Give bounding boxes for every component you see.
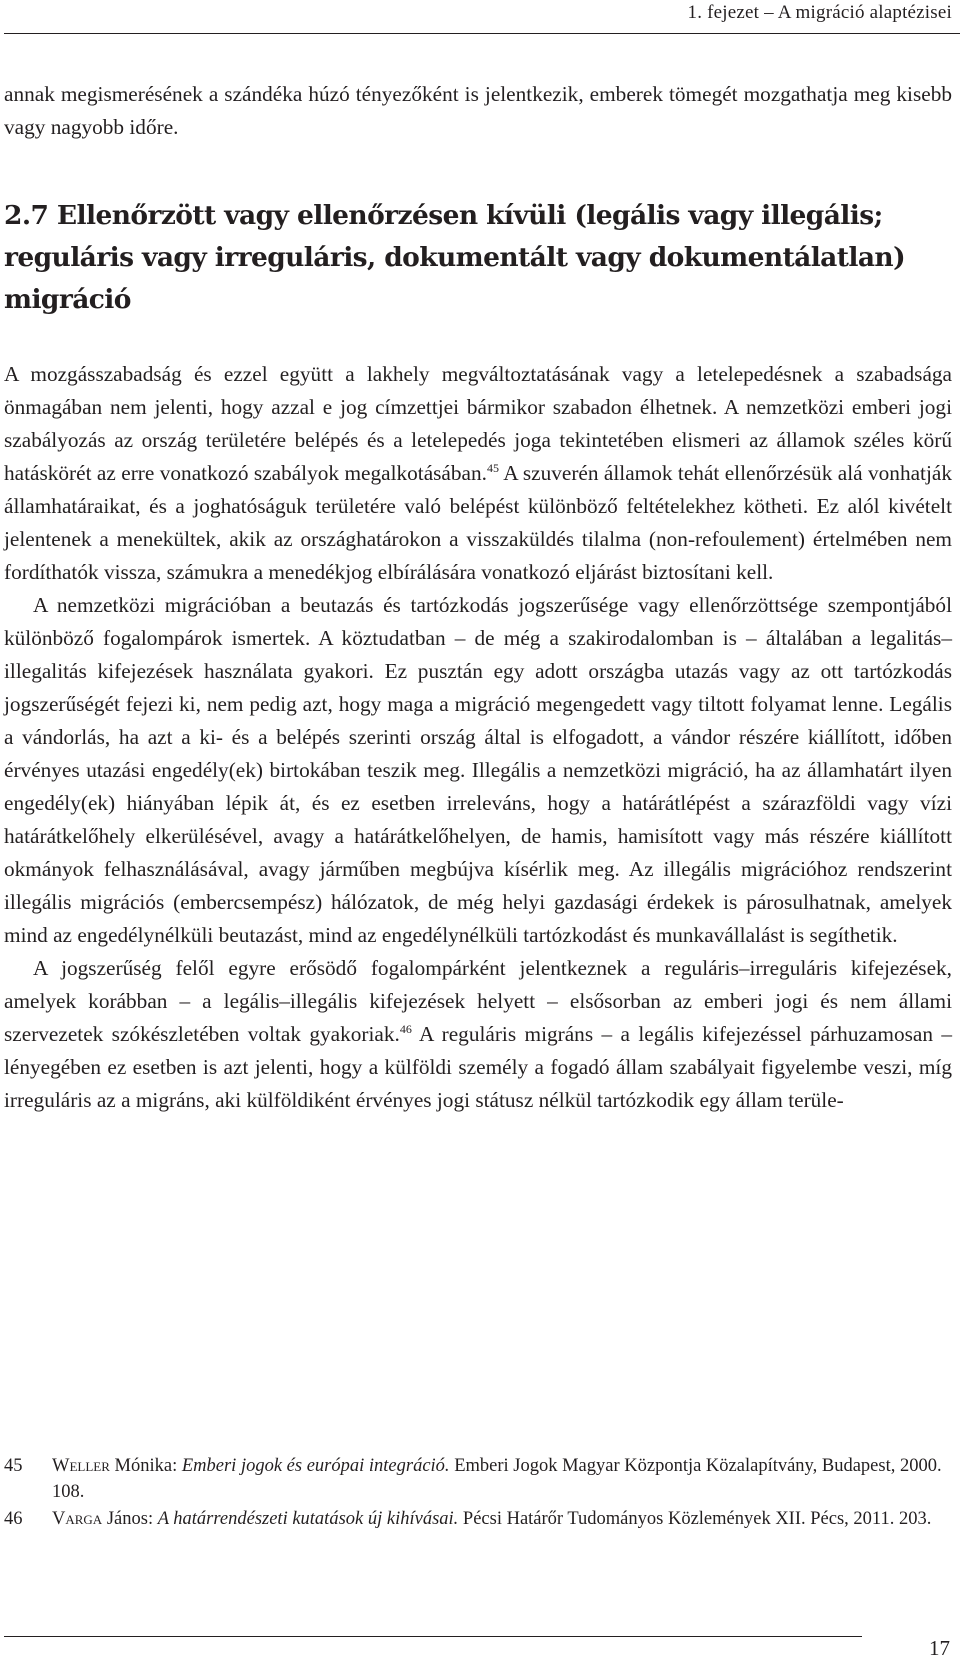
footer-rule: [4, 1636, 862, 1637]
footnote-number: 46: [4, 1509, 23, 1529]
page-number: 17: [929, 1636, 950, 1660]
footnote-title: A határrendészeti kutatások új kihívásai.: [157, 1509, 459, 1529]
footnote-publication: Pécsi Határőr Tudományos Közlemények XII. Pécs, 2011. 203.: [458, 1509, 932, 1529]
footnote-number: 45: [4, 1456, 23, 1476]
header-rule: [4, 33, 960, 34]
intro-paragraph: annak megismerésének a szándéka húzó tényezőként is jelentkezik, emberek tömegét mozgathatja meg kisebb vagy nagyobb időre.: [4, 82, 952, 139]
running-header: [0, 0, 960, 36]
paragraph-3-text-a: A jogszerűség felől egyre erősödő fogalompárként jelentkeznek a reguláris–irreguláris kifejezések, amelyek korábban – a legális–illegális kifejezések helyett – elsősorban az emberi jogi és nem állami szervezetek szókészletében voltak gyakoriak.: [4, 956, 952, 1046]
paragraph-1: [4, 358, 952, 589]
paragraph-3-text-b: A reguláris migráns – a legális kifejezéssel párhuzamosan – lényegében ez esetben is azt jelenti, hogy a külföldi személy a fogadó állam szabályait figyelembe veszi, míg irreguláris az a migráns, aki külföldiként érvényes jogi státusz nélkül tartózkodik egy állam terüle-: [4, 1022, 952, 1112]
paragraph-1-text-a: A mozgásszabadság és ezzel együtt a lakhely megváltoztatásának vagy a letelepedésnek a szabadsága önmagában nem jelenti, hogy azzal e jog címzettjei bármikor szabadon élhetnek. A nemzetközi emberi jogi szabályozás az ország területére belépés és a letelepedés joga tekintetében elismeri az államok széles körű hatáskörét az erre vonatkozó szabályok megalkotásában.: [4, 362, 952, 485]
footnote-author-surname: Varga: [52, 1509, 103, 1529]
footnote-45: [4, 1453, 952, 1505]
footnote-author-given: Mónika:: [109, 1456, 182, 1476]
section-heading: 2.7 Ellenőrzött vagy ellenőrzésen kívüli (legális vagy illegális; reguláris vagy irreguláris, dokumentált vagy dokumentálatlan) migráció: [4, 200, 906, 315]
running-title: 1. fejezet – A migráció alaptézisei: [687, 2, 952, 23]
footnote-author-surname: Weller: [52, 1456, 110, 1476]
footnote-ref-45[interactable]: 45: [486, 461, 499, 475]
footnote-ref-46[interactable]: 46: [399, 1022, 412, 1036]
footnote-author-given: János:: [102, 1509, 158, 1529]
footnote-title: Emberi jogok és európai integráció.: [181, 1456, 450, 1476]
footnote-publication: Emberi Jogok Magyar Központja Közalapítvány, Budapest, 2000. 108.: [52, 1456, 942, 1502]
paragraph-1-text-b: A szuverén államok tehát ellenőrzésük alá vonhatják államhatáraikat, és a joghatóságuk területére való belépést különböző feltételekhez kötheti. Ez alól kivételt jelentenek a menekültek, akik az országhatárokon a visszaküldés tilalma (non-refoulement) értelmében nem fordíthatók vissza, számukra a menedékjog elbírálására vonatkozó eljárást biztosítani kell.: [4, 461, 952, 584]
paragraph-3: [4, 952, 952, 1117]
footnote-46: [4, 1506, 952, 1532]
paragraph-2: A nemzetközi migrációban a beutazás és tartózkodás jogszerűsége vagy ellenőrzöttsége szempontjából különböző fogalompárok ismertek. A köztudatban – de még a szakirodalomban is – általában a legalitás–illegalitás kifejezések használata gyakori. Ez pusztán egy adott országba utazás vagy az ott tartózkodás jogszerűségét fejezi ki, nem pedig azt, hogy maga a migráció megengedett vagy tiltott folyamat lenne. Legális a vándorlás, ha azt a ki- és a belépés szerinti ország által is elfogadott, a vándor részére kiállított, időben érvényes utazási engedély(ek) birtokában teszik meg. Illegális a nemzetközi migráció, ha az államhatárt ilyen engedély(ek) hiányában lépik át, és ez esetben irreleváns, hogy a határátlépést a szárazföldi vagy vízi határátkelőhely elkerülésével, avagy a határátkelőhelyen, de hamis, hamisított vagy más részére kiállított okmányok felhasználásával, avagy járműben megbújva kísérlik meg. Az illegális migrációhoz rendszerint illegális migrációs (embercsempész) hálózatok, de még helyi gazdasági érdekek is párosulhatnak, amelyek mind az engedélynélküli beutazást, mind az engedélynélküli tartózkodást és munkavállalást is segíthetik.: [4, 593, 952, 947]
main-content: [4, 78, 952, 1117]
footnotes: [4, 1453, 952, 1533]
